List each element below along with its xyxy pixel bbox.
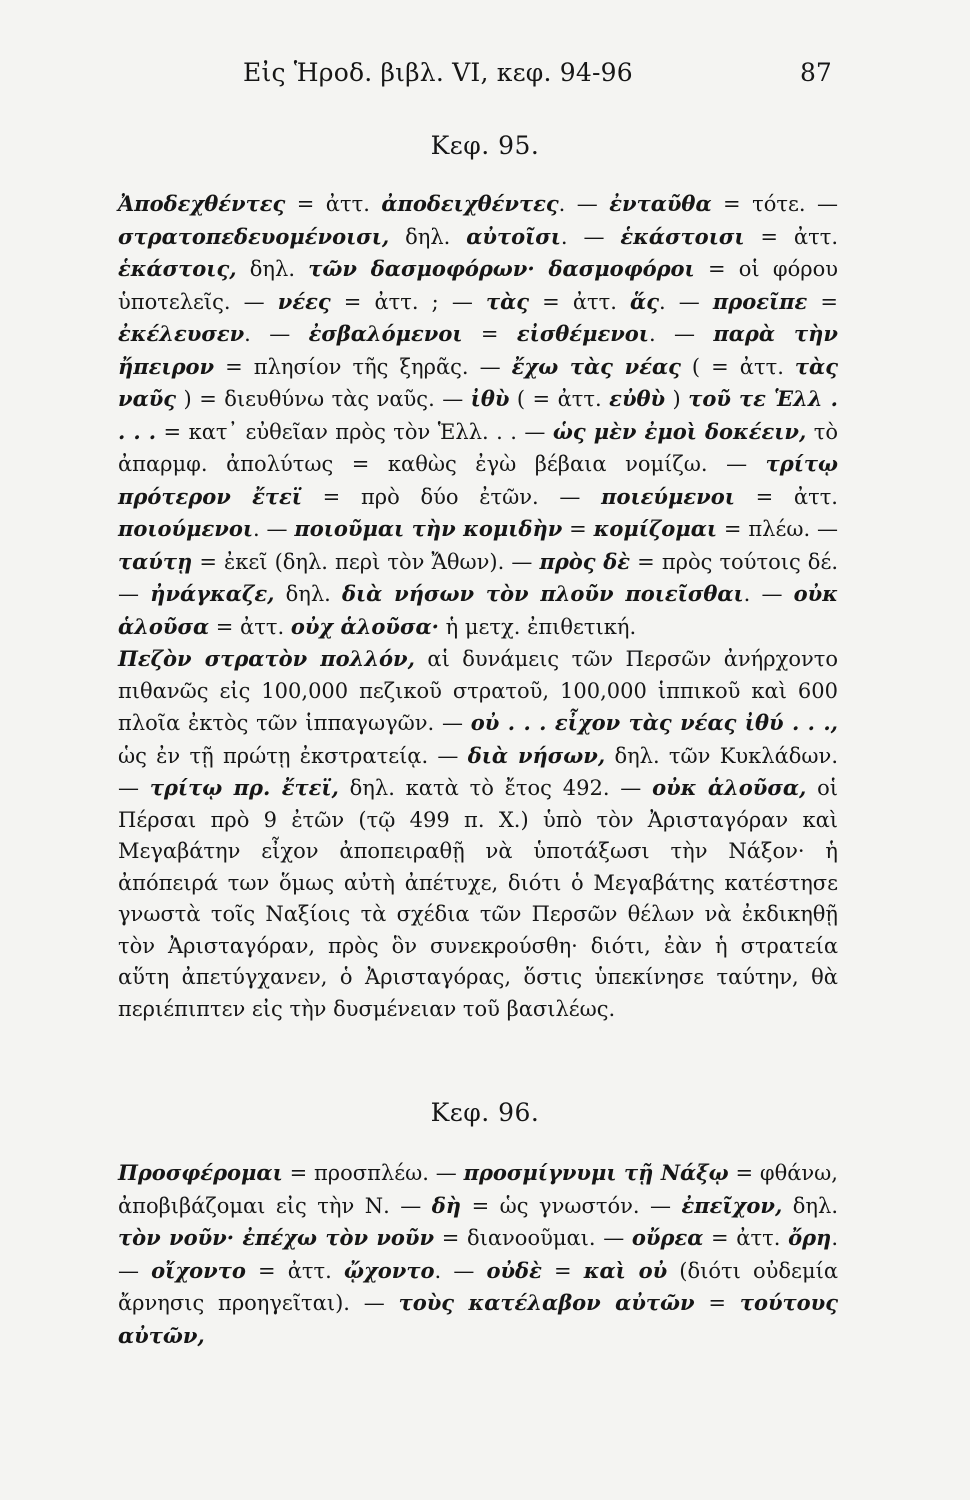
gloss-text: = πλέω. — bbox=[717, 517, 838, 541]
lemma-expression: τοὺς κατέλαβον αὐτῶν bbox=[398, 1290, 695, 1315]
gloss-text: = ἐκεῖ (δηλ. περὶ τὸν Ἄθων). — bbox=[192, 549, 540, 574]
chapter-heading-95: Κεφ. 95. bbox=[430, 131, 540, 160]
lemma-expression: τὰς bbox=[485, 288, 530, 314]
lemma-expression: τούτους αὐτῶν, bbox=[118, 1290, 839, 1348]
running-head bbox=[0, 58, 970, 98]
lemma-expression: τρίτῳ πρότερον ἔτεϊ bbox=[118, 451, 838, 509]
gloss-text: = πλησίον τῆς ξηρᾶς. — bbox=[214, 354, 512, 379]
lemma-expression: Προσφέρομαι bbox=[118, 1160, 283, 1185]
lemma-expression: ἐσβαλόμενοι bbox=[308, 321, 463, 346]
gloss-text: . — bbox=[558, 192, 610, 216]
gloss-text: = οἱ φόρου ὑποτελεῖς. — bbox=[118, 257, 838, 314]
lemma-expression: ἀποδειχθέντες bbox=[381, 191, 559, 216]
gloss-text: = bbox=[462, 322, 517, 346]
lemma-expression: ποιοῦμαι τὴν κομιδὴν bbox=[294, 516, 563, 541]
lemma-expression: ποιούμενοι bbox=[118, 516, 253, 541]
lemma-expression: ἑκάστοισι bbox=[620, 223, 745, 249]
chapter-96-commentary bbox=[118, 1157, 838, 1352]
lemma-expression: νέες bbox=[277, 288, 331, 314]
lemma-expression: ἰθὺ bbox=[470, 386, 510, 411]
chapter-heading-96: Κεφ. 96. bbox=[430, 1098, 540, 1127]
gloss-text: οἱ Πέρσαι πρὸ 9 ἐτῶν (τῷ 499 π. Χ.) ὑπὸ τὸν Ἀρισταγόραν καὶ Μεγαβάτην εἶχον ἀποπειραθῇ νὰ ὑποτάξωσι τὴν Νάξον· ἡ ἀπόπειρά των ὅμως αὐτὴ ἀπέτυχε, διότι ὁ Μεγαβάτης κατέστησε γνωστὰ τοῖς Ναξίοις τὰ σχέδια τῶν Περσῶν θέλων νὰ ἐκδικηθῇ τὸν Ἀρισταγόραν, πρὸς ὃν συνεκρούσθη· διότι, ἐὰν ἡ στρατεία αὕτη ἀπετύγχανεν, ὁ Ἀρισταγόρας, ὅστις ὑπεκίνησε ταύτην, θὰ περιέπιπτεν εἰς τὴν δυσμένειαν τοῦ βασιλέως. bbox=[118, 776, 838, 1021]
gloss-text: (διότι οὐδεμία ἄρνησις προηγεῖται). — bbox=[118, 1258, 839, 1315]
gloss-text: = bbox=[807, 289, 838, 314]
gloss-text: = ἀττ. bbox=[744, 224, 838, 249]
lemma-expression: ποιεύμενοι bbox=[601, 483, 735, 509]
gloss-text: . — bbox=[434, 1258, 487, 1283]
gloss-text: . — bbox=[743, 582, 794, 606]
lemma-expression: εἰσθέμενοι bbox=[516, 321, 649, 346]
gloss-text: . — bbox=[253, 517, 295, 541]
gloss-text: δηλ. τῶν Κυκλάδων. — bbox=[118, 743, 838, 800]
gloss-text: = ἀττ. bbox=[734, 484, 838, 509]
lemma-expression: ἠνάγκαζε, bbox=[150, 581, 275, 606]
lemma-expression: εὐθὺ bbox=[609, 386, 666, 411]
lemma-expression: οὐκ ἁλοῦσα, bbox=[652, 775, 807, 800]
lemma-expression: ἐπεῖχον, bbox=[681, 1192, 783, 1218]
page-number: 87 bbox=[800, 58, 832, 87]
lemma-expression: δὴ bbox=[431, 1192, 462, 1218]
gloss-text: τὸ ἀπαρμφ. ἀπολύτως = καθὼς ἐγὼ βέβαια νομίζω. — bbox=[118, 419, 838, 476]
gloss-text: αἱ δυνάμεις τῶν Περσῶν ἀνήρχοντο πιθανῶς εἰς 100,000 πεζικοῦ στρατοῦ, 100,000 ἱππικοῦ καὶ 600 πλοῖα ἐκτὸς τῶν ἱππαγωγῶν. — bbox=[118, 647, 838, 735]
gloss-text: = κατ᾿ εὐθεῖαν πρὸς τὸν Ἑλλ. . . — bbox=[156, 419, 553, 444]
gloss-text: = ἀττ. bbox=[209, 614, 291, 639]
gloss-text: = διανοοῦμαι. — bbox=[434, 1226, 632, 1250]
lemma-expression: καὶ οὐ bbox=[583, 1257, 668, 1283]
gloss-text: = πρὸς τούτοις δέ. — bbox=[118, 549, 838, 606]
lemma-expression: τὰς ναῦς bbox=[118, 353, 838, 411]
lemma-expression: Πεζὸν στρατὸν πολλόν, bbox=[118, 646, 415, 671]
gloss-text: ἡ μετχ. ἐπιθετική. bbox=[438, 614, 637, 639]
lemma-expression: Ἀποδεχθέντες bbox=[118, 191, 286, 216]
gloss-text: . — bbox=[658, 289, 713, 314]
lemma-expression: τῶν δασμοφόρων· δασμοφόροι bbox=[308, 256, 695, 281]
lemma-expression: κομίζομαι bbox=[593, 516, 718, 541]
gloss-text: δηλ. bbox=[782, 1193, 839, 1218]
gloss-text: = φθάνω, ἀποβιβάζομαι εἰς τὴν Ν. — bbox=[118, 1161, 838, 1218]
lemma-expression: τρίτῳ πρ. ἔτεϊ, bbox=[149, 775, 339, 800]
lemma-expression: οὐδὲ bbox=[486, 1257, 542, 1283]
gloss-text: = ἀττ. bbox=[529, 289, 631, 314]
lemma-expression: ταύτῃ bbox=[118, 548, 193, 574]
gloss-text: δηλ. κατὰ τὸ ἔτος 492. — bbox=[338, 776, 653, 800]
gloss-text: δηλ. bbox=[389, 224, 467, 249]
lemma-expression: ὡς μὲν ἐμοὶ δοκέειν, bbox=[552, 418, 807, 444]
lemma-expression: διὰ νήσων τὸν πλοῦν ποιεῖσθαι bbox=[342, 581, 744, 606]
gloss-text: . — bbox=[560, 224, 621, 249]
gloss-text: ) = διευθύνω τὰς ναῦς. — bbox=[176, 387, 471, 411]
lemma-expression: οὔρεα bbox=[631, 1225, 704, 1250]
gloss-text: δηλ. bbox=[236, 257, 309, 281]
gloss-text: = bbox=[541, 1258, 584, 1283]
lemma-expression: προσμίγνυμι τῇ Νάξῳ bbox=[463, 1160, 729, 1185]
lemma-expression: ἅς bbox=[630, 288, 659, 314]
gloss-text: . — bbox=[244, 322, 309, 346]
commentary-paragraph bbox=[118, 1157, 838, 1352]
gloss-text: = τότε. — bbox=[711, 192, 838, 216]
gloss-text: ) bbox=[665, 387, 689, 411]
gloss-text: . — bbox=[648, 322, 714, 346]
gloss-text: = ἀττ. bbox=[285, 192, 382, 216]
lemma-expression: προεῖπε bbox=[712, 288, 808, 314]
lemma-expression: τὸν νοῦν· ἐπέχω τὸν νοῦν bbox=[118, 1225, 435, 1250]
lemma-expression: οἴχοντο bbox=[151, 1257, 246, 1283]
lemma-expression: στρατοπεδευομένοισι, bbox=[118, 223, 390, 249]
gloss-text: ὡς ἐν τῇ πρώτῃ ἐκστρατείᾳ. — bbox=[118, 743, 468, 768]
lemma-expression: ᾤχοντο bbox=[343, 1257, 435, 1283]
gloss-text: = ἀττ. bbox=[245, 1258, 344, 1283]
gloss-text: δηλ. bbox=[274, 582, 342, 606]
gloss-text: . — bbox=[118, 1226, 838, 1283]
gloss-text: ( = ἀττ. bbox=[509, 387, 610, 411]
lemma-expression: οὐ . . . εἶχον τὰς νέας ἰθύ . . ., bbox=[470, 710, 838, 735]
lemma-expression: διὰ νήσων, bbox=[467, 742, 606, 768]
lemma-expression: ὄρη bbox=[788, 1225, 832, 1250]
running-title: Εἰς Ἡροδ. βιβλ. VI, κεφ. 94-96 bbox=[243, 58, 633, 87]
lemma-expression: πρὸς δὲ bbox=[539, 548, 631, 574]
commentary-paragraph bbox=[118, 643, 838, 1025]
gloss-text: = ἀττ. ; — bbox=[330, 289, 486, 314]
gloss-text: = ἀττ. bbox=[703, 1226, 789, 1250]
gloss-text: = πρὸ δύο ἐτῶν. — bbox=[301, 484, 602, 509]
lemma-expression: τοῦ τε Ἑλλ . . . . bbox=[118, 386, 838, 444]
lemma-expression: αὐτοῖσι bbox=[466, 223, 561, 249]
chapter-95-commentary bbox=[118, 188, 838, 1025]
commentary-paragraph bbox=[118, 188, 838, 643]
lemma-expression: ἑκάστοις, bbox=[118, 256, 237, 281]
gloss-text: = προσπλέω. — bbox=[282, 1161, 464, 1185]
lemma-expression: οὐχ ἁλοῦσα· bbox=[290, 613, 439, 639]
lemma-expression: οὐκ ἁλοῦσα bbox=[118, 581, 838, 639]
gloss-text: = bbox=[694, 1291, 740, 1315]
gloss-text: ( = ἀττ. bbox=[680, 354, 795, 379]
gloss-text: = bbox=[562, 517, 594, 541]
lemma-expression: ἐνταῦθα bbox=[609, 191, 712, 216]
gloss-text: = ὡς γνωστόν. — bbox=[461, 1193, 682, 1218]
lemma-expression: ἔχω τὰς νέας bbox=[511, 353, 681, 379]
lemma-expression: ἐκέλευσεν bbox=[118, 321, 245, 346]
lemma-expression: παρὰ τὴν ἤπειρον bbox=[118, 321, 839, 379]
